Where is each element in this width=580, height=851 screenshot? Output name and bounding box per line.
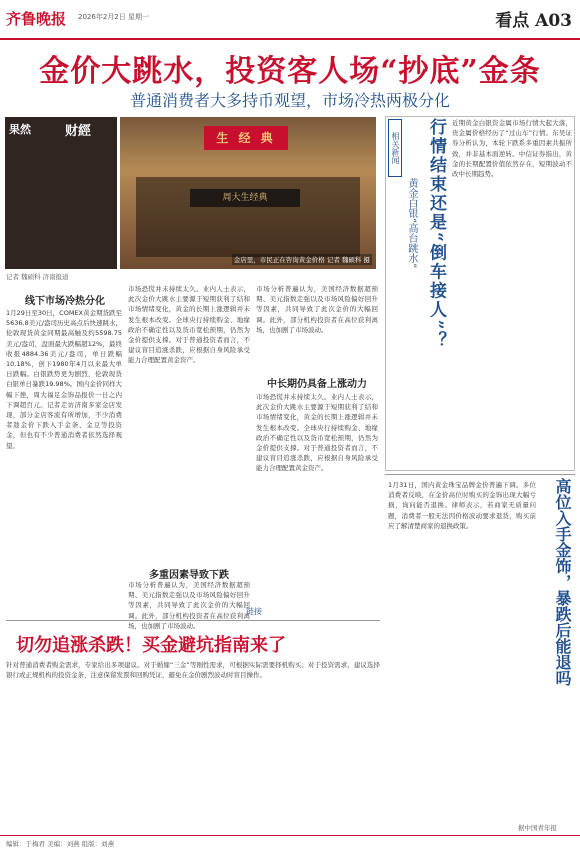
sidebar-source: 据中国青年报 [518, 824, 557, 832]
photo-logo-b: 财經 [65, 124, 92, 139]
bottom-text: 针对普通消费者购金需求，专家给出多项建议。对于婚嫁“三金”等刚性需求，可根据实际需要择机购买；对于投资需求，建议选择银行或正规机构的投资金条，注意保留发票和回购凭证，避免在金价剧烈波动时盲目操作。 [6, 661, 380, 680]
sidebar-subtitle: 黄金白银“高台跳水” [406, 178, 417, 269]
sidebar-title-3: 高位入手金饰，暴跌后能退吗 [553, 478, 572, 686]
section-3-title: 多重因素导致下跌 [149, 570, 229, 581]
sidebar-text-2: 1月31日，国内黄金珠宝品牌金价普遍下调。多位消费者反映，在金价高位时购买的金饰出现大幅亏损，询问能否退换。律师表示，若商家无质量问题，消费者一般无法因价格波动要求退货，购买前应了解清楚商家的退换政策。 [388, 481, 536, 530]
sidebar-text-1: 近期黄金白银资金属市场行情大起大落，贵金属价格经历了“过山车”行情。东吴证券分析认为，本轮下跌系多重因素共振所致，并非基本面逆转。中信证券指出，黄金的长期配置价值依然存在，短期波动不改中长期趋势。 [452, 119, 572, 179]
column-3-text-top: 市场分析普遍认为，美国经济数据超预期、美元指数走强以及市场风险偏好回升等因素，共同导致了此次金价的大幅回调。此外，部分机构投资者在高位获利离场，也加剧了市场波动。 [256, 285, 378, 334]
section-1-text: 1月29日至30日，COMEX黄金期货跌至5636.8美元/盎司历史高点后快速跳水，伦敦现货黄金同期最高触及约5598.75美元/盎司，盘面最大跌幅超12%，最终收报4884.36美元/盎司，单日跌幅10.18%，创下1980年4月以来最大单日跌幅。白银跌势更为剧烈，伦敦现货白银单日暴跌19.98%。国内金价同样大幅下挫，周大福足金饰品报价一日之内下调超百元。记者走访济南多家金店发现，部分金店客流有所增加，不少消费者趁金价下跌入手金条、金豆等投资金，但也有不少普通消费者依然选择观望。 [6, 309, 123, 450]
store-counter-sign: 周大生经典 [190, 189, 300, 207]
issue-date: 2026年2月2日 星期一 [78, 13, 149, 21]
bottom-headline: 切勿追涨杀跌！买金避坑指南来了 [16, 635, 286, 656]
section-2-title: 中长期仍具备上涨动力 [267, 379, 367, 390]
section-3-text: 市场分析普遍认为，美国经济数据超预期、美元指数走强以及市场风险偏好回升等因素，共同导致了此次金价的大幅回调。此外，部分机构投资者在高位获利离场，也加剧了市场波动。 [128, 581, 250, 630]
link-tag: 链接 [246, 607, 262, 616]
sidebar-title-1: 行情结束还是“倒车接人”？ [426, 118, 446, 351]
column-2-text: 市场恐慌并未持续太久。业内人士表示，此次金价大跳水主要源于短期获利了结和市场情绪变化，黄金的长期上涨逻辑并未发生根本改变。全球央行持续购金、地缘政治不确定性以及货币宽松预期，仍然为金价提供支撑。对于普通投资者而言，不建议盲目追涨杀跌，应根据自身风险承受能力合理配置黄金资产。 [128, 285, 250, 365]
photo-caption: 金店里，市民正在咨询黄金价格 记者 魏硕科 摄 [233, 256, 370, 264]
section-label: 看点 A03 [495, 11, 572, 31]
footer-credits: 编辑：于梅君 美编：刘燕 组版：刘燕 [0, 835, 580, 851]
store-sign: 生 经 典 [204, 126, 288, 150]
gold-store-photo [120, 117, 376, 269]
divider [6, 620, 380, 621]
divider [385, 474, 575, 475]
magazine-cover-photo [5, 117, 117, 269]
masthead [0, 0, 580, 40]
photo-logo-a: 果然 [9, 123, 31, 136]
byline: 记者 魏硕科 济南报道 [6, 273, 69, 281]
related-tag: 相关新闻 [388, 119, 402, 177]
section-1-title: 线下市场冷热分化 [25, 296, 105, 307]
brand-logo: 齐鲁晚报 [6, 10, 67, 28]
headline: 金价大跳水，投资客人场“抄底”金条 [39, 54, 541, 89]
column-3-text: 市场恐慌并未持续太久。业内人士表示，此次金价大跳水主要源于短期获利了结和市场情绪变化，黄金的长期上涨逻辑并未发生根本改变。全球央行持续购金、地缘政治不确定性以及货币宽松预期，仍然为金价提供支撑。对于普通投资者而言，不建议盲目追涨杀跌，应根据自身风险承受能力合理配置黄金资产。 [256, 393, 378, 473]
subheadline: 普通消费者大多持币观望，市场冷热两极分化 [129, 91, 450, 110]
